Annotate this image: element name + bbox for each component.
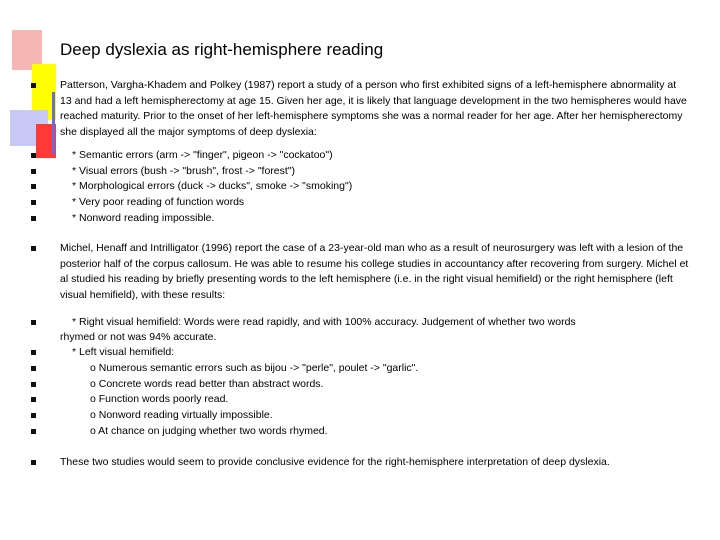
bullet (31, 350, 36, 355)
bullet (31, 169, 36, 174)
symptom-item: * Morphological errors (duck -> ducks", smoke -> "smoking") (72, 180, 353, 192)
bullet (31, 460, 36, 465)
bullet (31, 382, 36, 387)
result-right-line: * Right visual hemifield: Words were read rapidly, and with 100% accuracy. Judgement of whether two words (72, 316, 576, 328)
result-left-heading: * Left visual hemifield: (72, 346, 175, 358)
symptom-item: * Very poor reading of function words (72, 196, 245, 208)
study-paragraph: Michel, Henaff and Intrilligator (1996) report the case of a 23-year-old man who as a result of neurosurgery was left with a lesion of the posterior half of the corpus callosum. He was able to resume his college studies in accountancy after recovering from surgery. Michel et al studied his reading by briefly presenting words to the left hemisphere (i.e. in the right visual hemifield) or the right hemisphere (left visual hemifield), with these results: (60, 242, 689, 302)
bullet (31, 153, 36, 158)
bullet (31, 366, 36, 371)
bullet (31, 200, 36, 205)
conclusion-paragraph: These two studies would seem to provide conclusive evidence for the right-hemisphere interpretation of deep dyslexia. (60, 456, 610, 468)
slide-title: Deep dyslexia as right-hemisphere reading (60, 40, 384, 59)
symptom-item: * Semantic errors (arm -> "finger", pigeon -> "cockatoo") (72, 149, 333, 161)
decor-blue-line (52, 92, 55, 154)
bullet (31, 216, 36, 221)
intro-paragraph: Patterson, Vargha-Khadem and Polkey (1987) report a study of a person who first exhibited signs of a left-hemisphere abnormality at 13 and had a left hemispherectomy at age 15. Given her age, it is likely that language development in the two hemispheres would have reached maturity. Prior to the onset of her left-hemisphere symptoms she was a normal reader for her age. After her hemispherectomy she displayed all the major symptoms of deep dyslexia: (60, 79, 687, 139)
symptom-item: * Nonword reading impossible. (72, 212, 215, 224)
bullet (31, 429, 36, 434)
result-left-item: o Concrete words read better than abstract words. (90, 378, 324, 390)
result-left-item: o Nonword reading virtually impossible. (90, 409, 273, 421)
bullet (31, 320, 36, 325)
result-left-item: o Numerous semantic errors such as bijou -> "perle", poulet -> "garlic". (90, 362, 419, 374)
bullet (31, 83, 36, 88)
result-left-item: o At chance on judging whether two words rhymed. (90, 425, 328, 437)
bullet (31, 413, 36, 418)
bullet (31, 246, 36, 251)
bullet (31, 397, 36, 402)
result-right-line: rhymed or not was 94% accurate. (60, 331, 217, 343)
result-left-item: o Function words poorly read. (90, 393, 229, 405)
bullet (31, 184, 36, 189)
symptom-item: * Visual errors (bush -> "brush", frost -> "forest") (72, 165, 296, 177)
